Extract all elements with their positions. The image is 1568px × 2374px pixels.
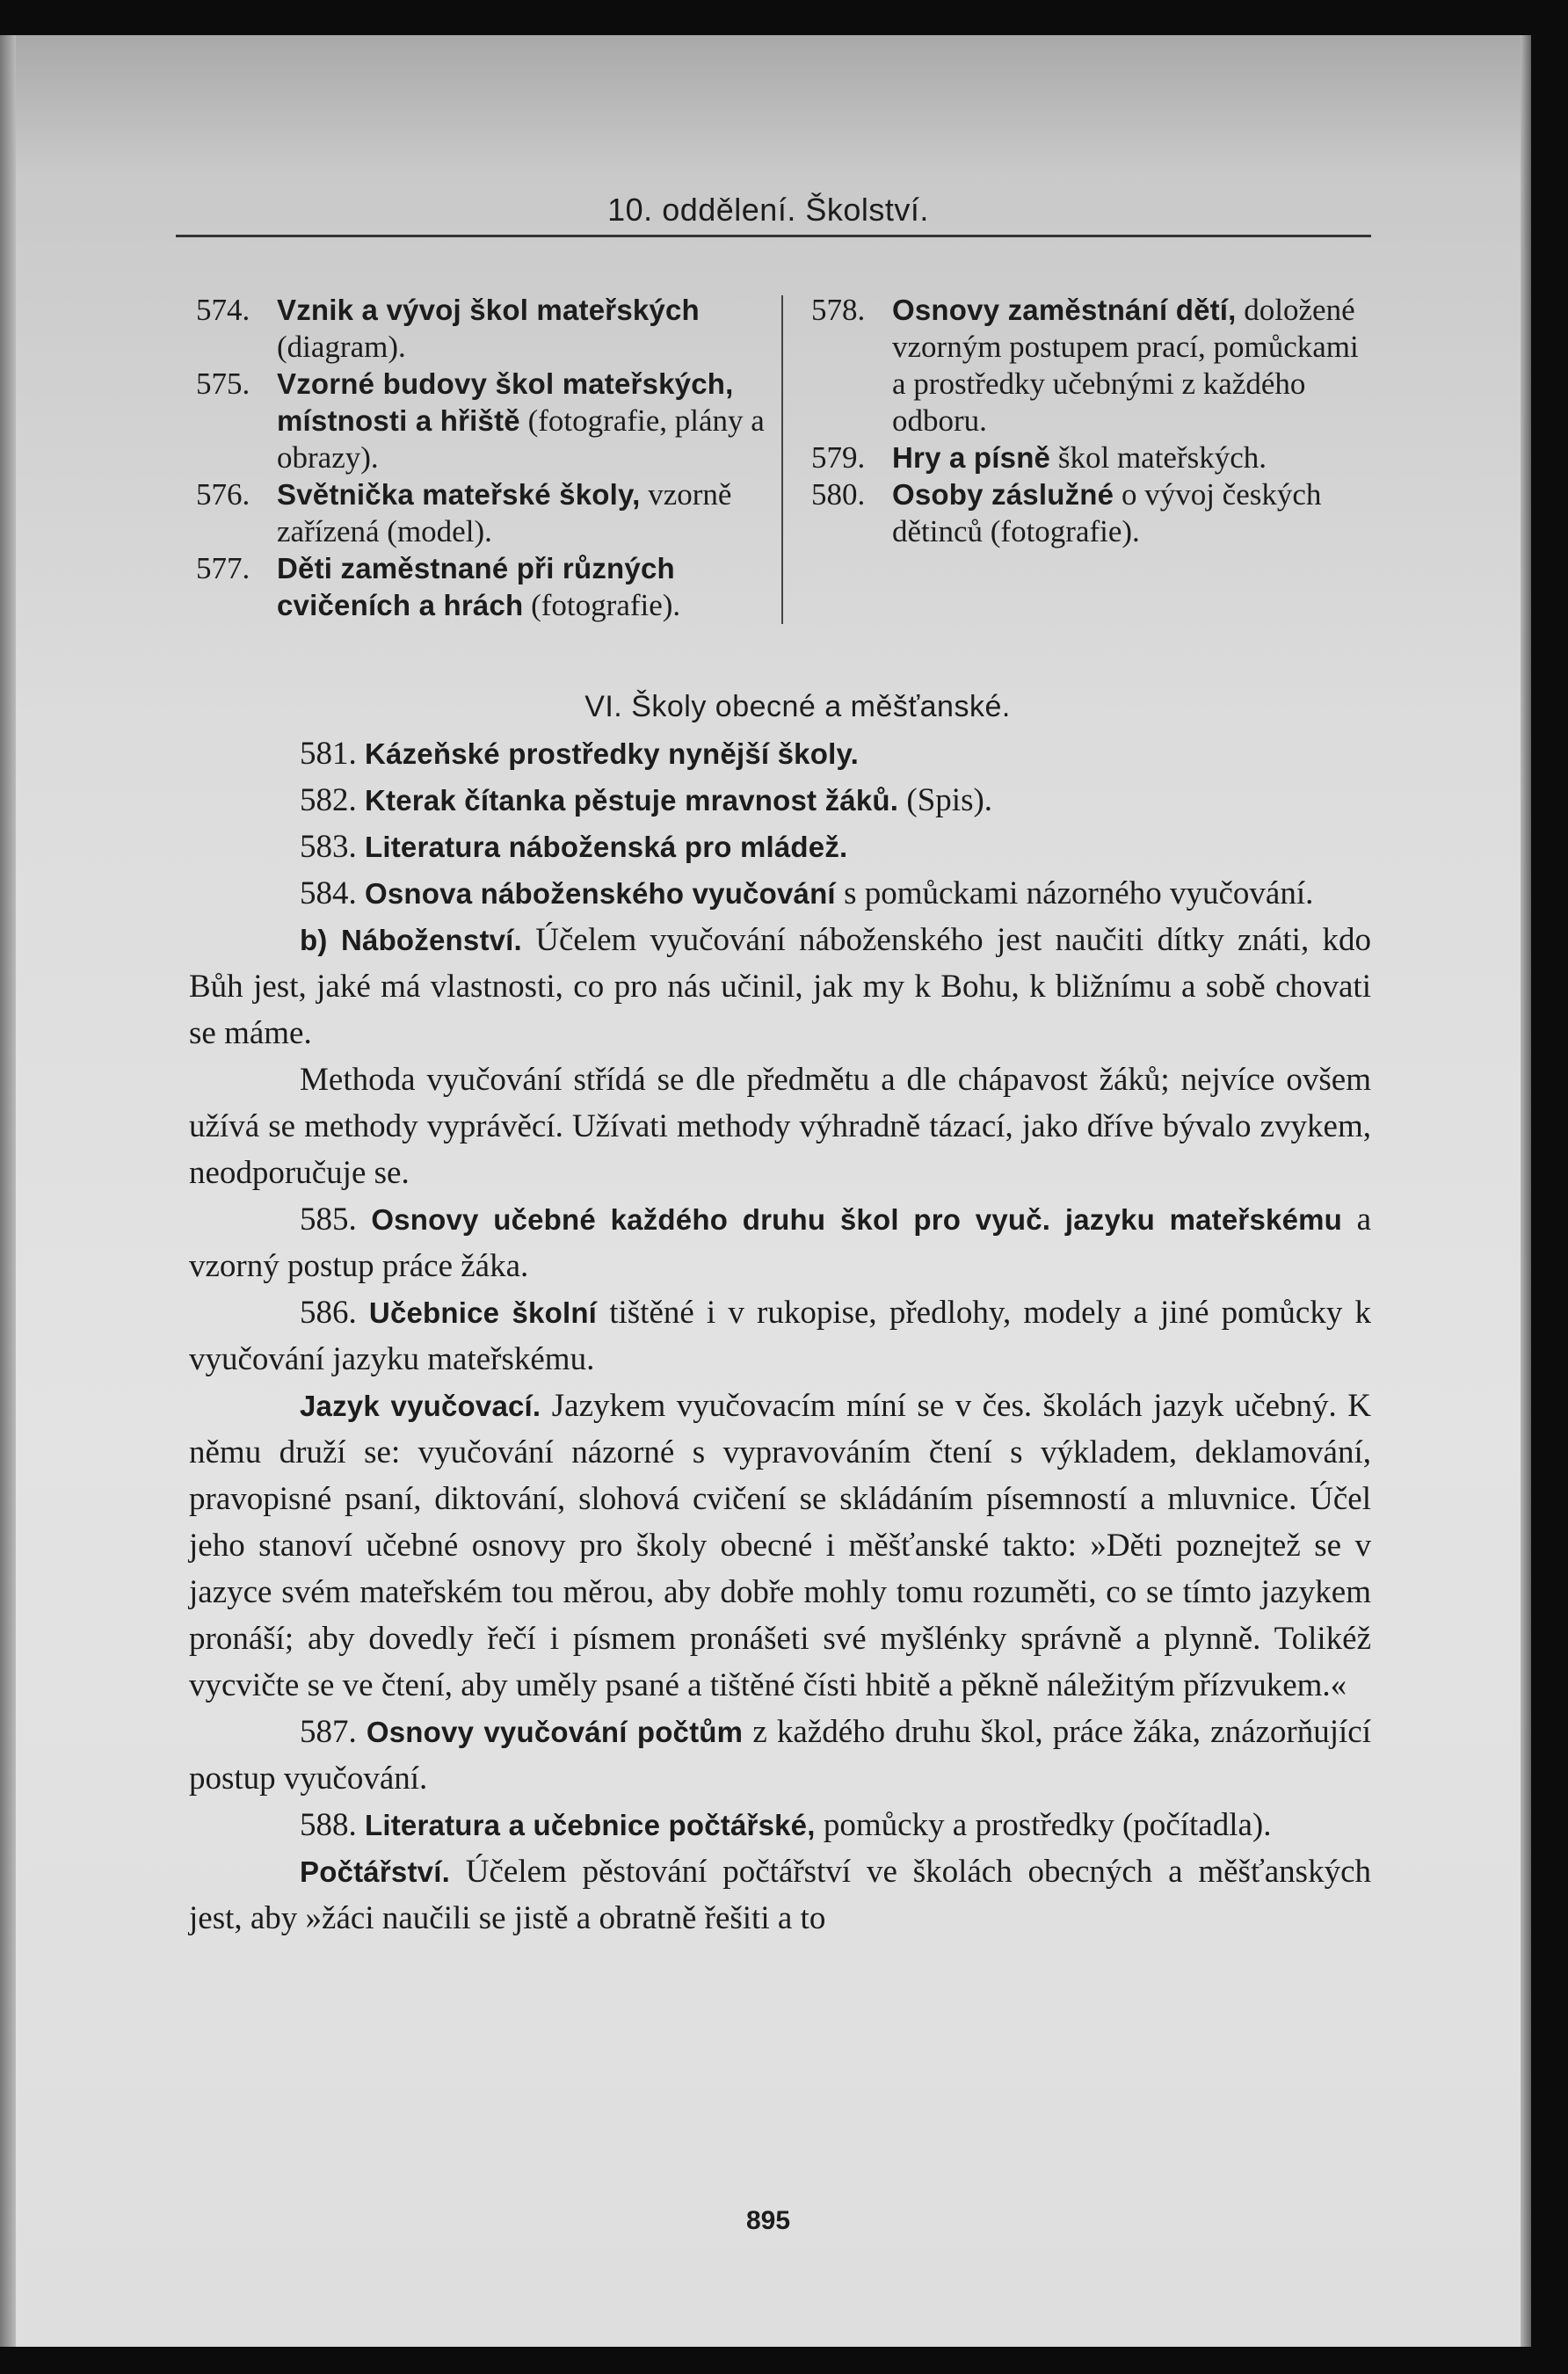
paragraph-lead: Jazyk vyučovací. [300, 1390, 541, 1422]
paragraph-number: 588. [300, 1807, 357, 1843]
entry-number: 580. [811, 477, 866, 512]
paragraph-lead: Počtářství. [300, 1855, 450, 1888]
paragraph-number: 585. [300, 1202, 357, 1238]
page-number: 895 [745, 2206, 791, 2235]
paragraph-title: Literatura a učebnice počtářské, [365, 1809, 816, 1841]
paragraph-number: 581. [300, 736, 357, 772]
paragraph-title: Osnovy učebné každého druhu škol pro vyuč. jazyku mateřskému [371, 1203, 1343, 1236]
paragraph-text: Jazykem vyučovacím míní se v čes. školách jazyk učebný. K němu druží se: vyučování názorné s vypravováním čtení s výkladem, deklamování, pravopisné psaní, diktování, slohová cvičení se skládáním písemností a mluvnice. Účel jeho stanoví učebné osnovy pro školy obecné i měšťanské takto: »Děti poznejtež se v jazyce svém mateřském tou měrou, aby dobře mohly tomu rozuměti, co se tímto jazykem pronáší; aby dovedly řečí i písmem pronášeti své myšlénky správně a plynně. Tolikéž vycvičte se ve čtení, aby uměly psané a tištěné čísti hbitě a pěkně náležitým přízvukem.« [189, 1388, 1372, 1703]
running-header: 10. oddělení. Školství. [607, 192, 929, 228]
entry-579 [811, 439, 1378, 476]
entry-580 [811, 476, 1378, 550]
paragraph-method [189, 1056, 1371, 1196]
entry-title: Vznik a vývoj škol mateřských [277, 294, 700, 326]
paragraph-text: Účelem vyučování náboženského jest naučiti dítky znáti, kdo Bůh jest, jaké má vlastnosti, co pro nás učinil, jak my k Bohu, k bližnímu a sobě chovati se máme. [189, 922, 1372, 1051]
entry-number: 575. [196, 367, 250, 401]
paragraph-title: Učebnice školní [368, 1296, 598, 1329]
entry-574 [196, 292, 767, 366]
paragraph-585 [189, 1196, 1371, 1289]
paragraph-language [189, 1383, 1371, 1709]
entry-text: vzorně zařízená (model). [277, 477, 732, 548]
paragraph-text: Účelem pěstování počtářství ve školách obecných a měšťanských jest, aby »žáci naučili se jistě a obratně řešiti a to [189, 1854, 1371, 1936]
entry-title: Vzorné budovy škol mateřských, místnosti a hřiště [277, 367, 734, 437]
paragraph-584 [189, 870, 1371, 917]
entry-number: 578. [811, 293, 866, 327]
entry-title: Děti zaměstnané při různých cvičeních a hrách [277, 552, 675, 621]
paragraph-text: z každého druhu škol, práce žáka, znázorňující postup vyučování. [189, 1714, 1372, 1797]
paragraph-582 [189, 777, 1371, 824]
paragraph-title: Kázeňské prostředky nynější školy. [365, 737, 859, 770]
entry-title: Světnička mateřské školy, [277, 478, 641, 511]
paragraph-583 [189, 824, 1371, 870]
paragraph-text: tištěné i v rukopise, předlohy, modely a jiné pomůcky k vyučování jazyku mateřskému. [189, 1295, 1372, 1377]
entry-text: (diagram). [277, 330, 406, 364]
paragraph-number: 586. [300, 1295, 357, 1331]
paragraph-text: a vzorný postup práce žáka. [189, 1202, 1372, 1284]
book-page [16, 35, 1521, 2347]
paragraph-number: 582. [300, 782, 357, 818]
entry-number: 579. [811, 440, 866, 475]
main-text [189, 684, 1371, 1942]
column-divider [781, 295, 783, 624]
paragraph-number: 584. [300, 875, 357, 911]
entry-text: doložené vzorným postupem prací, pomůckami a prostředky učebnými z každého odboru. [892, 293, 1359, 438]
entry-text: škol mateřských. [1050, 440, 1267, 475]
page-edge-right [1521, 35, 1531, 2347]
entry-title: Osoby záslužné [892, 478, 1114, 511]
entry-578 [811, 292, 1378, 439]
entry-number: 576. [196, 477, 250, 512]
left-column [196, 292, 767, 624]
paragraph-587 [189, 1709, 1371, 1802]
paragraph-arithmetic [189, 1848, 1371, 1942]
entry-title: Osnovy zaměstnání dětí, [892, 294, 1237, 326]
paragraph-586 [189, 1289, 1371, 1383]
entry-text: o vývoj českých dětinců (fotografie). [892, 477, 1322, 548]
paragraph-title: Osnovy vyučování počtům [366, 1716, 744, 1748]
section-title: VI. Školy obecné a měšťanské. [584, 690, 1011, 723]
paragraph-text: pomůcky a prostředky (počítadla). [815, 1807, 1272, 1843]
header-rule [176, 235, 1371, 237]
right-column [811, 292, 1378, 550]
entry-number: 577. [196, 551, 250, 585]
entry-number: 574. [196, 293, 250, 327]
entry-577 [196, 550, 767, 624]
paragraph-text: (Spis). [898, 782, 993, 818]
paragraph-title: Osnova náboženského vyučování [365, 877, 836, 910]
entry-title: Hry a písně [892, 441, 1051, 474]
paragraph-lead: b) Náboženství. [300, 924, 522, 956]
paragraph-581 [189, 730, 1371, 777]
entry-text: (fotografie, plány a obrazy). [277, 403, 765, 475]
paragraph-text: s pomůckami názorného vyučování. [835, 875, 1314, 911]
paragraph-number: 583. [300, 829, 357, 865]
page-edge-left [0, 35, 16, 2347]
paragraph-588 [189, 1802, 1371, 1848]
entry-text: (fotografie). [523, 588, 681, 622]
entry-575 [196, 366, 767, 476]
entry-576 [196, 476, 767, 550]
paragraph-number: 587. [300, 1714, 357, 1750]
paragraph-text: Methoda vyučování střídá se dle předmětu a dle chápavost žáků; nejvíce ovšem užívá se methody vyprávěcí. Užívati methody výhradně tázací, jako dříve bývalo zvykem, neodporučuje se. [189, 1062, 1371, 1191]
paragraph-title: Kterak čítanka pěstuje mravnost žáků. [365, 784, 899, 817]
paragraph-religion [189, 917, 1371, 1056]
paragraph-title: Literatura náboženská pro mládež. [365, 831, 848, 863]
